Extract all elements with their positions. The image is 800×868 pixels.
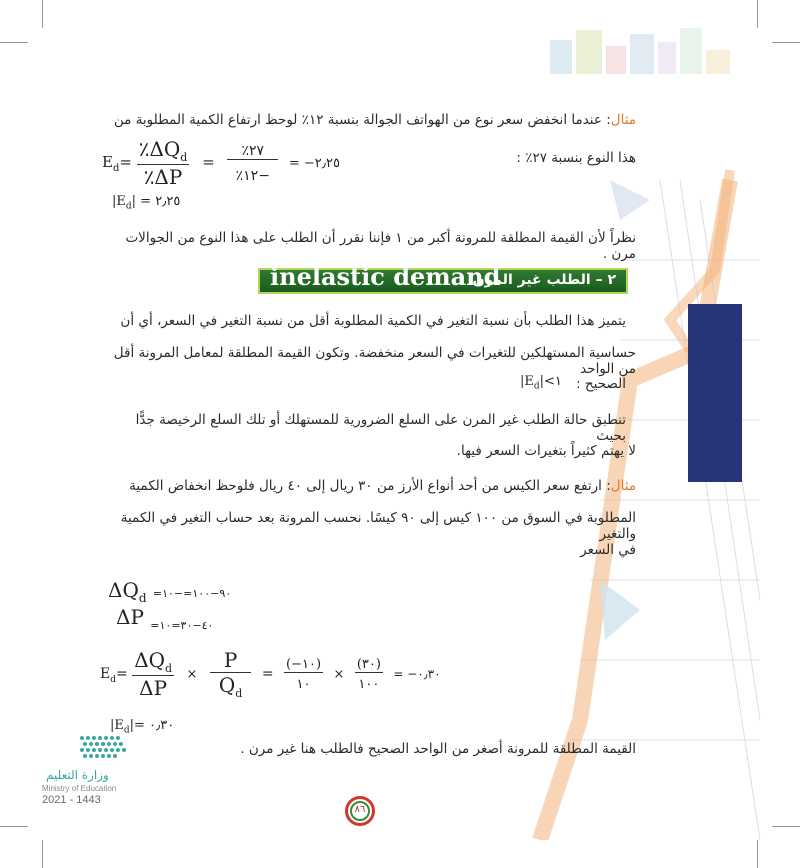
example2-line1: مثال: ارتفع سعر الكيس من أحد أنواع الأرز من ٣٠ ريال إلى ٤٠ ريال فلوحظ انخفاض الكمية: [129, 478, 636, 494]
ministry-name-english: Ministry of Education: [42, 784, 117, 793]
example-label: مثال: [610, 478, 636, 494]
page-number: ٨٦: [354, 804, 366, 815]
conclusion-inelastic: القيمة المطلقة للمرونة أصغر من الواحد الصحيح فالطلب هنا غير مرن .: [240, 741, 636, 757]
para1-line3: الصحيح :: [576, 376, 626, 392]
buildings-illustration: [550, 28, 730, 74]
example2-line2: المطلوبة في السوق من ١٠٠ كيس إلى ٩٠ كيسًا. نحسب المرونة بعد حساب التغير في الكمية والتغير: [120, 510, 636, 542]
banner-arabic-title: ٢ – الطلب غير المرن: [472, 272, 616, 288]
conclusion-elastic: نظراً لأن القيمة المطلقة للمرونة أكبر من ١ فإننا نقرر أن الطلب على هذا النوع من الجوالات مرن .: [125, 230, 636, 262]
crop-mark-bottom-right-v: [757, 840, 758, 868]
para1-line1: يتميز هذا الطلب بأن نسبة التغير في الكمية المطلوبة أقل من نسبة التغير في السعر، أي أن: [120, 313, 626, 329]
year-label: 2021 - 1443: [42, 794, 101, 806]
para2-line1: تنطبق حالة الطلب غير المرن على السلع الضرورية للمستهلك أو تلك السلع الرخيصة جدًّا بحيث: [135, 412, 626, 444]
inelastic-condition: $|E_d|<١$: [520, 374, 562, 392]
example1-line1: مثال: عندما انخفض سعر نوع من الهواتف الجوالة بنسبة ١٢٪ لوحظ ارتفاع الكمية المطلوبة من: [113, 112, 636, 128]
delta-q-equation: $\Delta Q_d$ =٩٠−١٠٠=−١٠: [108, 578, 232, 605]
fraction-values: $\frac{٪٢٧}{٪١٢-}$: [227, 143, 278, 184]
ministry-name-arabic: وزارة التعليم: [46, 768, 109, 782]
crop-mark-top-right-h: [772, 42, 800, 43]
crop-mark-top-left-v: [42, 0, 43, 28]
para1-line2: حساسية المستهلكين للتغيرات في السعر منخفضة. وتكون القيمة المطلقة لمعامل المرونة أقل من الواحد: [113, 345, 636, 377]
example-label: مثال: [610, 112, 636, 128]
absolute-elasticity-1: $|E_d|$ = ٢٫٢٥: [112, 194, 181, 212]
absolute-elasticity-2: $|E_d|=$ ٠٫٣٠: [110, 718, 175, 736]
crop-mark-bottom-left-v: [42, 840, 43, 868]
arrow-shape: [600, 580, 640, 640]
fraction-percent-change: $\frac{٪\Delta Q_d}{٪\Delta P}$: [138, 137, 188, 189]
crop-mark-bottom-right-h: [772, 826, 800, 827]
elasticity-equation-1: $E_d=$ $\frac{٪\Delta Q_d}{٪\Delta P}$ = $\frac{٪٢٧}{٪١٢-}$ = −٢٫٢٥: [102, 137, 340, 189]
example2-line3: في السعر: [580, 542, 636, 558]
para2-line2: لا يهتم كثيراً بتغيرات السعر فيها.: [456, 443, 636, 459]
crop-mark-top-left-h: [0, 42, 28, 43]
page-number-badge: [345, 796, 375, 826]
arrow-shape: [610, 180, 650, 220]
side-tab: [688, 304, 742, 482]
example1-line2: هذا النوع بنسبة ٢٧٪ :: [516, 150, 636, 166]
crop-mark-bottom-left-h: [0, 826, 28, 827]
section-banner: [258, 262, 628, 294]
banner-english-title: inelastic demand: [270, 262, 501, 291]
elasticity-equation-2: $E_d=$ $\frac{\Delta Q_d}{\Delta P}$ × $\frac{P}{Q_d}$ = $\frac{(-١٠)}{١٠}$ × $\frac{(٣٠)}{١٠٠}$ = −٠٫٣٠: [100, 648, 441, 700]
delta-p-equation: ΔP $_{=٤٠-٣٠=١٠}$: [116, 605, 214, 632]
ministry-logo-icon: [76, 730, 136, 762]
